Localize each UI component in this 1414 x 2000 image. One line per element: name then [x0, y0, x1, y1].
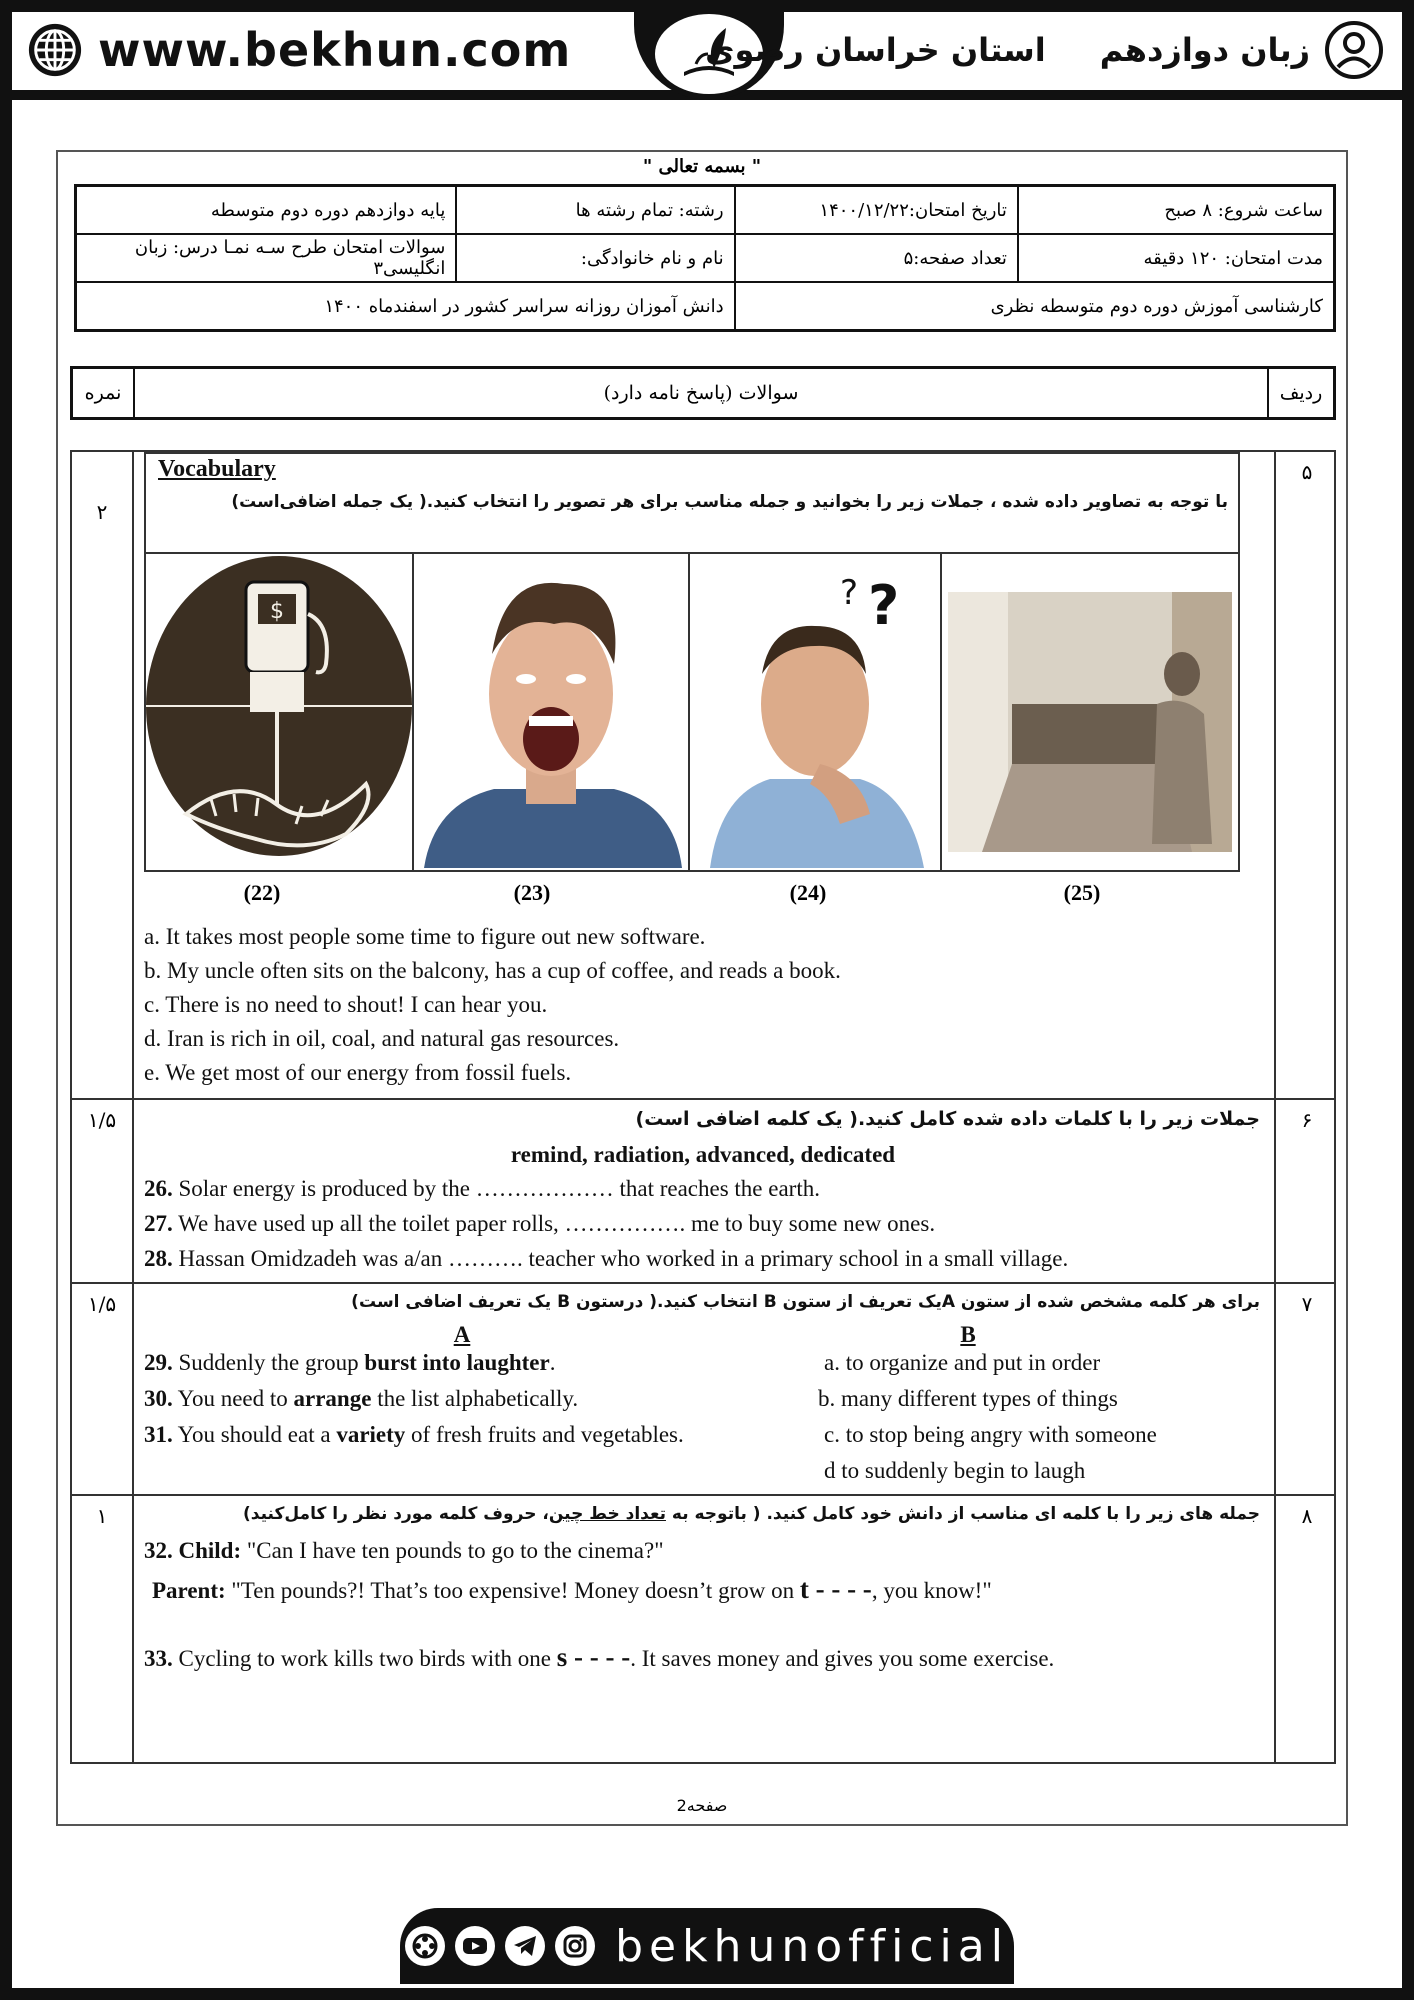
- caption-22: (22): [243, 880, 281, 905]
- q7-item-30: 30. You need to arrange the list alphabetically.: [144, 1386, 579, 1411]
- header-questions: سوالات (پاسخ نامه دارد): [134, 368, 1268, 419]
- image-22: [146, 554, 414, 870]
- q5-instruction: با توجه به تصاویر داده شده ، جملات زیر را بخوانید و جمله مناسب برای هر تصویر را انتخاب کنید.( یک جمله اضافی‌است): [231, 492, 1228, 512]
- q6-item-27: 27. We have used up all the toilet paper rolls, ……………. me to buy some new ones.: [144, 1211, 936, 1236]
- info-name-field: نام و نام خانوادگی:: [456, 234, 734, 282]
- shouting-man-photo: [414, 554, 688, 868]
- bismillah: " بسمه تعالی ": [642, 156, 762, 177]
- fossil-fuel-illustration: [146, 554, 412, 868]
- q6-instruction: جملات زیر را با کلمات داده شده کامل کنید.( یک کلمه اضافی است): [635, 1108, 1260, 1130]
- q6-item-28: 28. Hassan Omidzadeh was a/an ………. teacher who worked in a primary school in a small village.: [144, 1246, 1069, 1271]
- question-mark-small: ?: [840, 573, 859, 613]
- social-handle[interactable]: bekhunofficial: [615, 1920, 1009, 1972]
- province-title: استان خراسان رضوی: [705, 31, 1046, 69]
- info-start-time: ساعت شروع: ۸ صبح: [1018, 186, 1335, 235]
- exam-sheet: [56, 150, 1348, 1826]
- info-duration: مدت امتحان: ۱۲۰ دقیقه: [1018, 234, 1335, 282]
- q7-number: ۷: [1301, 1292, 1313, 1316]
- globe-icon: [26, 21, 84, 79]
- q7-column-a: A: [453, 1322, 471, 1347]
- q7-score: ۱/۵: [87, 1292, 117, 1316]
- website-url: www.bekhun.com: [98, 23, 572, 77]
- q6-word-bank: remind, radiation, advanced, dedicated: [510, 1142, 896, 1167]
- q8-instruction: جمله های زیر را با کلمه ای مناسب از دانش خود کامل کنید. ( باتوجه به تعداد خط چین، حروف کلمه مورد نظر را کامل‌کنید): [243, 1504, 1260, 1524]
- question-mark-large: ?: [868, 574, 900, 637]
- q6-item-26: 26. Solar energy is produced by the ……………… that reaches the earth.: [144, 1176, 820, 1201]
- balcony-coffee-photo: [942, 554, 1238, 868]
- q7-def-c: c. to stop being angry with someone: [824, 1422, 1157, 1447]
- q5-option-c: c. There is no need to shout! I can hear you.: [144, 992, 548, 1017]
- q5-score: ۲: [96, 500, 108, 524]
- questions-body: [70, 450, 1336, 1764]
- info-department: کارشناسی آموزش دوره دوم متوسطه نظری: [735, 282, 1335, 331]
- q7-item-31: 31. You should eat a variety of fresh fruits and vegetables.: [144, 1422, 684, 1447]
- info-date: تاریخ امتحان:۱۴۰۰/۱۲/۲۲: [735, 186, 1018, 235]
- header-row: ردیف: [1268, 368, 1335, 419]
- q5-title: Vocabulary: [158, 456, 276, 482]
- info-major: رشته: تمام رشته ها: [456, 186, 734, 235]
- q5-option-b: b. My uncle often sits on the balcony, has a cup of coffee, and reads a book.: [144, 958, 841, 983]
- q5-number: ۵: [1301, 460, 1313, 484]
- q8-number: ۸: [1301, 1504, 1313, 1528]
- q7-column-b: B: [960, 1322, 976, 1347]
- q6-number: ۶: [1301, 1108, 1313, 1132]
- image-25: [942, 554, 1238, 870]
- q5-option-a: a. It takes most people some time to figure out new software.: [144, 924, 706, 949]
- q7-item-29: 29. Suddenly the group burst into laughter.: [144, 1350, 556, 1375]
- youtube-icon[interactable]: [455, 1926, 495, 1966]
- image-23: [414, 554, 690, 870]
- q5-option-e: e. We get most of our energy from fossil fuels.: [144, 1060, 572, 1085]
- header-score: نمره: [72, 368, 135, 419]
- q8-score: ۱: [96, 1504, 108, 1528]
- dollar-sign: $: [270, 599, 284, 624]
- questions-header-table: [70, 366, 1336, 420]
- q8-item-33: 33. Cycling to work kills two birds with one s - - - -. It saves money and gives you some exercise.: [144, 1642, 1055, 1672]
- page-number: صفحه2: [676, 1796, 728, 1815]
- website-link[interactable]: [26, 20, 571, 80]
- q7-instruction: برای هر کلمه مشخص شده از ستون Aیک تعریف از ستون B انتخاب کنید.( درستون B یک تعریف اضافی است): [351, 1292, 1260, 1312]
- caption-25: (25): [1063, 880, 1101, 905]
- info-students: دانش آموزان روزانه سراسر کشور در اسفندماه ۱۴۰۰: [76, 282, 735, 331]
- image-24: [690, 554, 942, 870]
- exam-info-table: [74, 184, 1336, 332]
- info-grade: پایه دوازدهم دوره دوم متوسطه: [76, 186, 457, 235]
- caption-23: (23): [513, 880, 551, 905]
- page-header: [12, 12, 1402, 100]
- q7-def-d: d to suddenly begin to laugh: [824, 1458, 1086, 1483]
- info-page-count: تعداد صفحه:۵: [735, 234, 1018, 282]
- q8-item-32-child: 32. Child: "Can I have ten pounds to go to the cinema?": [144, 1538, 664, 1563]
- q7-def-a: a. to organize and put in order: [824, 1350, 1101, 1375]
- q6-score: ۱/۵: [87, 1108, 117, 1132]
- instagram-icon[interactable]: [555, 1926, 595, 1966]
- q5-option-d: d. Iran is rich in oil, coal, and natural gas resources.: [144, 1026, 620, 1051]
- social-bar: [400, 1908, 1014, 1984]
- user-icon: [1324, 20, 1384, 80]
- q7-def-b: b. many different types of things: [818, 1386, 1118, 1411]
- aparat-icon[interactable]: [405, 1926, 445, 1966]
- telegram-icon[interactable]: [505, 1926, 545, 1966]
- caption-24: (24): [789, 880, 827, 905]
- info-subject: سوالات امتحان طرح سـه نمـا درس: زبان انگلیسی۳: [76, 234, 457, 282]
- q8-item-32-parent: Parent: "Ten pounds?! That’s too expensive! Money doesn’t grow on t - - - -, you know!": [152, 1574, 992, 1604]
- thinking-man-photo: [690, 554, 940, 868]
- q5-vocab-box: [144, 452, 1240, 872]
- grade-title: زبان دوازدهم: [1099, 31, 1310, 69]
